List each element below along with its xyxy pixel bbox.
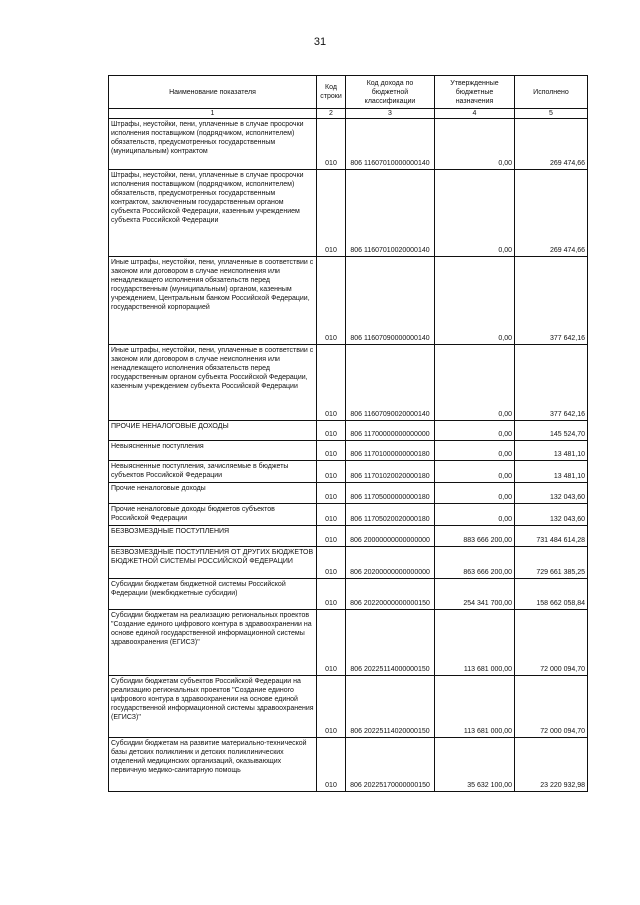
- executed-amount: 132 043,60: [515, 504, 588, 526]
- table-row: [109, 441, 588, 461]
- executed-amount: 377 642,16: [515, 345, 588, 421]
- income-code: 806 11705020020000180: [346, 504, 435, 526]
- header-executed: Исполнено: [515, 76, 588, 109]
- indicator-name: Невыясненные поступления, зачисляемые в бюджеты субъектов Российской Федерации: [109, 461, 317, 483]
- executed-amount: 377 642,16: [515, 257, 588, 345]
- approved-amount: 0,00: [435, 504, 515, 526]
- income-code: 806 11607010020000140: [346, 170, 435, 257]
- table-row: [109, 119, 588, 170]
- table-row: [109, 257, 588, 345]
- approved-amount: 883 666 200,00: [435, 526, 515, 547]
- table-row: [109, 504, 588, 526]
- executed-amount: 23 220 932,98: [515, 738, 588, 792]
- indicator-name: ПРОЧИЕ НЕНАЛОГОВЫЕ ДОХОДЫ: [109, 421, 317, 441]
- income-code: 806 11700000000000000: [346, 421, 435, 441]
- table-row: [109, 526, 588, 547]
- table-row: [109, 483, 588, 504]
- executed-amount: 729 661 385,25: [515, 547, 588, 579]
- table-row: [109, 170, 588, 257]
- approved-amount: 113 681 000,00: [435, 676, 515, 738]
- header-row-code: Код строки: [317, 76, 346, 109]
- row-code: 010: [317, 676, 346, 738]
- column-number: 5: [515, 109, 588, 119]
- approved-amount: 0,00: [435, 119, 515, 170]
- budget-table: [108, 75, 588, 792]
- table-row: [109, 421, 588, 441]
- approved-amount: 0,00: [435, 170, 515, 257]
- row-code: 010: [317, 441, 346, 461]
- row-code: 010: [317, 421, 346, 441]
- indicator-name: Субсидии бюджетам бюджетной системы Российской Федерации (межбюджетные субсидии): [109, 579, 317, 610]
- executed-amount: 269 474,66: [515, 119, 588, 170]
- approved-amount: 863 666 200,00: [435, 547, 515, 579]
- indicator-name: Иные штрафы, неустойки, пени, уплаченные в соответствии с законом или договором в случае неисполнения или ненадлежащего исполнения обязательств перед государственным (муниципальным) органом, казенным учреждением, Центральным банком Российской Федерации, государственной корпорацией: [109, 257, 317, 345]
- indicator-name: Штрафы, неустойки, пени, уплаченные в случае просрочки исполнения поставщиком (подрядчиком, исполнителем) обязательств, предусмотренных государственным контрактом, заключенным государственным органом субъекта Российской Федерации, казенным учреждением субъекта Российской Федерации: [109, 170, 317, 257]
- executed-amount: 72 000 094,70: [515, 676, 588, 738]
- table-row: [109, 579, 588, 610]
- page-number: 31: [313, 36, 327, 48]
- income-code: 806 11701020020000180: [346, 461, 435, 483]
- header-name: Наименование показателя: [109, 76, 317, 109]
- approved-amount: 0,00: [435, 421, 515, 441]
- income-code: 806 11607090000000140: [346, 257, 435, 345]
- indicator-name: Прочие неналоговые доходы: [109, 483, 317, 504]
- column-number: 1: [109, 109, 317, 119]
- approved-amount: 0,00: [435, 483, 515, 504]
- approved-amount: 0,00: [435, 345, 515, 421]
- indicator-name: Иные штрафы, неустойки, пени, уплаченные в соответствии с законом или договором в случае неисполнения или ненадлежащего исполнения обязательств перед государственным органом субъекта Российской Федерации, казенным учреждением субъекта Российской Федерации: [109, 345, 317, 421]
- indicator-name: Субсидии бюджетам на реализацию региональных проектов "Создание единого цифрового контура в здравоохранении на основе единой государственной информационной системы здравоохранения (ЕГИСЗ)": [109, 610, 317, 676]
- executed-amount: 13 481,10: [515, 461, 588, 483]
- executed-amount: 145 524,70: [515, 421, 588, 441]
- indicator-name: БЕЗВОЗМЕЗДНЫЕ ПОСТУПЛЕНИЯ ОТ ДРУГИХ БЮДЖЕТОВ БЮДЖЕТНОЙ СИСТЕМЫ РОССИЙСКОЙ ФЕДЕРАЦИИ: [109, 547, 317, 579]
- row-code: 010: [317, 257, 346, 345]
- row-code: 010: [317, 119, 346, 170]
- executed-amount: 132 043,60: [515, 483, 588, 504]
- row-code: 010: [317, 547, 346, 579]
- income-code: 806 20225170000000150: [346, 738, 435, 792]
- row-code: 010: [317, 526, 346, 547]
- income-code: 806 11607010000000140: [346, 119, 435, 170]
- column-number: 4: [435, 109, 515, 119]
- approved-amount: 254 341 700,00: [435, 579, 515, 610]
- executed-amount: 13 481,10: [515, 441, 588, 461]
- income-code: 806 11705000000000180: [346, 483, 435, 504]
- row-code: 010: [317, 579, 346, 610]
- row-code: 010: [317, 610, 346, 676]
- income-code: 806 11607090020000140: [346, 345, 435, 421]
- column-number: 2: [317, 109, 346, 119]
- income-code: 806 11701000000000180: [346, 441, 435, 461]
- table-row: [109, 610, 588, 676]
- header-approved: Утвержденные бюджетные назначения: [435, 76, 515, 109]
- row-code: 010: [317, 504, 346, 526]
- indicator-name: Субсидии бюджетам субъектов Российской Федерации на реализацию региональных проектов "Создание единого цифрового контура в здравоохранении на основе единой государственной информационной системы здравоохранения (ЕГИСЗ)": [109, 676, 317, 738]
- income-code: 806 20225114000000150: [346, 610, 435, 676]
- executed-amount: 269 474,66: [515, 170, 588, 257]
- income-code: 806 20225114020000150: [346, 676, 435, 738]
- approved-amount: 0,00: [435, 257, 515, 345]
- executed-amount: 731 484 614,28: [515, 526, 588, 547]
- table-row: [109, 547, 588, 579]
- row-code: 010: [317, 483, 346, 504]
- table-row: [109, 345, 588, 421]
- table-row: [109, 738, 588, 792]
- approved-amount: 35 632 100,00: [435, 738, 515, 792]
- income-code: 806 20220000000000150: [346, 579, 435, 610]
- executed-amount: 158 662 058,84: [515, 579, 588, 610]
- approved-amount: 113 681 000,00: [435, 610, 515, 676]
- row-code: 010: [317, 345, 346, 421]
- row-code: 010: [317, 461, 346, 483]
- table-row: [109, 461, 588, 483]
- approved-amount: 0,00: [435, 461, 515, 483]
- indicator-name: БЕЗВОЗМЕЗДНЫЕ ПОСТУПЛЕНИЯ: [109, 526, 317, 547]
- row-code: 010: [317, 170, 346, 257]
- header-income-code: Код дохода по бюджетной классификации: [346, 76, 435, 109]
- row-code: 010: [317, 738, 346, 792]
- indicator-name: Невыясненные поступления: [109, 441, 317, 461]
- indicator-name: Субсидии бюджетам на развитие материально-технической базы детских поликлиник и детских поликлинических отделений медицинских организаций, оказывающих первичную медико-санитарную помощь: [109, 738, 317, 792]
- executed-amount: 72 000 094,70: [515, 610, 588, 676]
- income-code: 806 20200000000000000: [346, 547, 435, 579]
- column-number: 3: [346, 109, 435, 119]
- indicator-name: Прочие неналоговые доходы бюджетов субъектов Российской Федерации: [109, 504, 317, 526]
- approved-amount: 0,00: [435, 441, 515, 461]
- table-row: [109, 676, 588, 738]
- indicator-name: Штрафы, неустойки, пени, уплаченные в случае просрочки исполнения поставщиком (подрядчиком, исполнителем) обязательств, предусмотренных государственным (муниципальным) контрактом: [109, 119, 317, 170]
- income-code: 806 20000000000000000: [346, 526, 435, 547]
